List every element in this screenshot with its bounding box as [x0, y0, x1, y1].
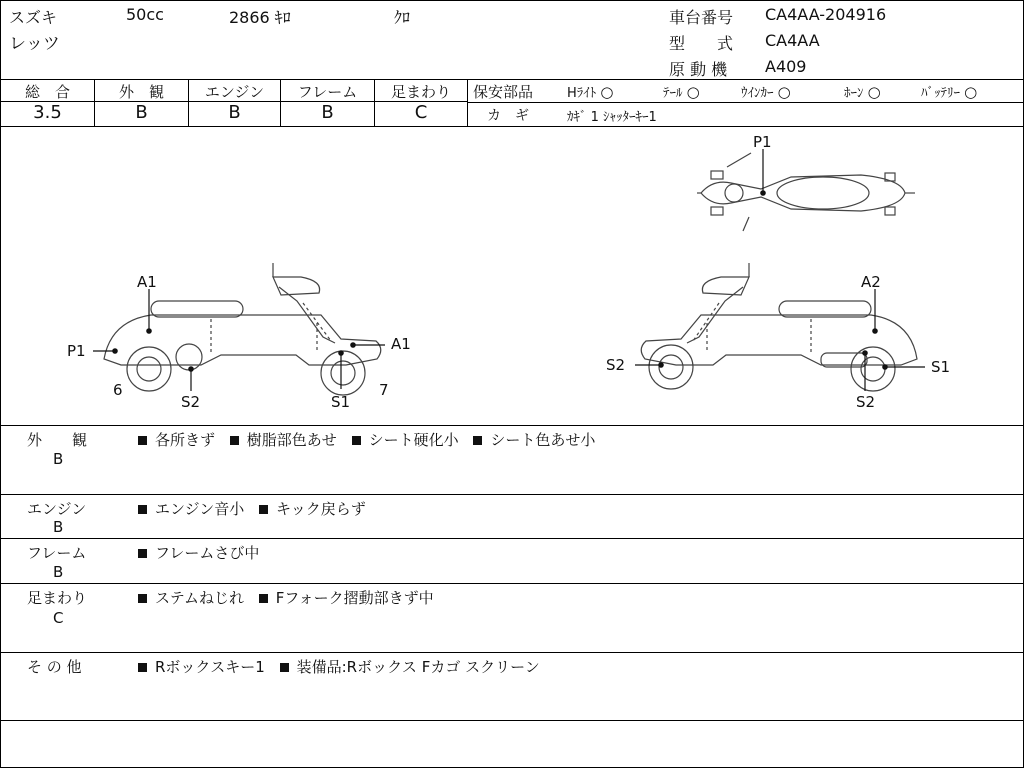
section-grade-exterior: B — [53, 450, 64, 468]
list-item: 装備品:Rボックス Fカゴ スクリーン — [296, 658, 540, 676]
section-label-suspension: 足まわり — [27, 589, 88, 607]
engine-type-value: A409 — [765, 57, 807, 76]
scooter-top-view — [697, 153, 915, 231]
bullet-square-icon — [352, 436, 361, 445]
list-item: フレームさび中 — [155, 544, 260, 562]
bullet-square-icon — [138, 594, 147, 603]
section-grade-frame: B — [53, 563, 64, 581]
label-right-s2-bottom: S2 — [856, 393, 876, 411]
divider — [467, 79, 468, 126]
engine-grade: B — [228, 102, 241, 123]
section-items-suspension — [138, 587, 444, 608]
bullet-square-icon — [138, 663, 147, 672]
label-right-a2: A2 — [861, 273, 881, 291]
divider — [1, 652, 1023, 653]
engine-type-label: 原 動 機 — [669, 60, 728, 79]
divider — [1, 720, 1023, 721]
exterior-label: 外 観 — [118, 83, 164, 101]
ok-circle-icon: ○ — [600, 83, 614, 101]
label-left-s1: S1 — [331, 393, 351, 411]
bullet-square-icon — [230, 436, 239, 445]
bullet-square-icon — [473, 436, 482, 445]
displacement: 50cc — [126, 5, 164, 24]
bullet-square-icon — [259, 505, 268, 514]
label-right-s2-left: S2 — [606, 356, 626, 374]
key-value: ｶｷﾞ 1 ｼｬｯﾀｰｷｰ1 — [567, 110, 657, 125]
section-grade-suspension: C — [53, 609, 64, 627]
section-items-engine — [138, 498, 376, 519]
exterior-grade: B — [135, 102, 148, 123]
overall-grade: 3.5 — [33, 102, 62, 123]
label-left-a1-top: A1 — [137, 273, 157, 291]
safety-item-label: ﾊﾞｯﾃﾘｰ — [921, 86, 960, 101]
bullet-square-icon — [280, 663, 289, 672]
frame-grade: B — [321, 102, 334, 123]
divider — [1, 583, 1023, 584]
engine-label: エンジン — [204, 83, 265, 101]
section-label-exterior: 外 観 — [27, 431, 88, 449]
type-value: CA4AA — [765, 31, 820, 50]
model-name: レッツ — [9, 34, 60, 54]
key-label: カ ギ — [487, 108, 529, 124]
ok-circle-icon: ○ — [777, 83, 791, 101]
bullet-square-icon — [138, 436, 147, 445]
bullet-square-icon — [138, 505, 147, 514]
safety-item-label: Hﾗｲﾄ — [567, 86, 597, 101]
safety-parts-label: 保安部品 — [473, 83, 534, 101]
list-item: シート色あせ小 — [490, 431, 596, 449]
label-left-p1: P1 — [67, 342, 86, 360]
bullet-square-icon — [259, 594, 268, 603]
maker: スズキ — [9, 8, 58, 27]
safety-headlight — [567, 82, 614, 101]
divider — [1, 538, 1023, 539]
ok-circle-icon: ○ — [686, 83, 700, 101]
section-items-other — [138, 656, 550, 677]
safety-item-label: ﾃｰﾙ — [663, 86, 683, 101]
section-grade-engine: B — [53, 518, 64, 536]
divider — [467, 102, 1023, 103]
section-items-exterior — [138, 429, 605, 450]
safety-tail — [663, 82, 700, 101]
divider — [1, 79, 1023, 80]
list-item: ステムねじれ — [155, 589, 244, 607]
list-item: Rボックスキー1 — [155, 658, 265, 676]
list-item: Fフォーク摺動部きず中 — [275, 589, 434, 607]
safety-item-label: ﾎｰﾝ — [844, 86, 864, 101]
label-left-a1-right: A1 — [391, 335, 411, 353]
overall-label: 総 合 — [24, 83, 70, 101]
ok-circle-icon: ○ — [964, 83, 978, 101]
list-item: 各所きず — [155, 431, 216, 449]
suspension-label: 足まわり — [390, 83, 451, 101]
safety-item-label: ｳｲﾝｶｰ — [741, 86, 774, 101]
divider — [1, 494, 1023, 495]
label-left-7: 7 — [379, 381, 389, 399]
list-item: 樹脂部色あせ — [246, 431, 337, 449]
bullet-square-icon — [138, 549, 147, 558]
list-item: シート硬化小 — [368, 431, 459, 449]
frame-label: フレーム — [297, 83, 358, 101]
divider — [1, 425, 1023, 426]
damage-diagram — [1, 127, 1023, 425]
safety-battery — [921, 82, 977, 101]
safety-horn — [844, 82, 881, 101]
mileage: 2866 ｷﾛ — [229, 8, 291, 27]
suspension-grade: C — [414, 102, 428, 123]
label-right-s1: S1 — [931, 358, 951, 376]
ok-circle-icon: ○ — [867, 83, 881, 101]
label-top-p1: P1 — [753, 133, 772, 151]
list-item: キック戻らず — [276, 500, 366, 518]
label-left-6: 6 — [113, 381, 123, 399]
body-color: ｸﾛ — [394, 8, 411, 27]
type-label: 型 式 — [669, 34, 734, 53]
label-left-s2: S2 — [181, 393, 201, 411]
safety-winker — [741, 82, 791, 101]
section-label-engine: エンジン — [27, 500, 87, 518]
section-label-frame: フレーム — [27, 544, 87, 562]
list-item: エンジン音小 — [155, 500, 245, 518]
frame-no-label: 車台番号 — [669, 8, 734, 27]
section-items-frame — [138, 542, 269, 563]
frame-no: CA4AA-204916 — [765, 5, 887, 24]
section-label-other: そ の 他 — [27, 658, 82, 676]
